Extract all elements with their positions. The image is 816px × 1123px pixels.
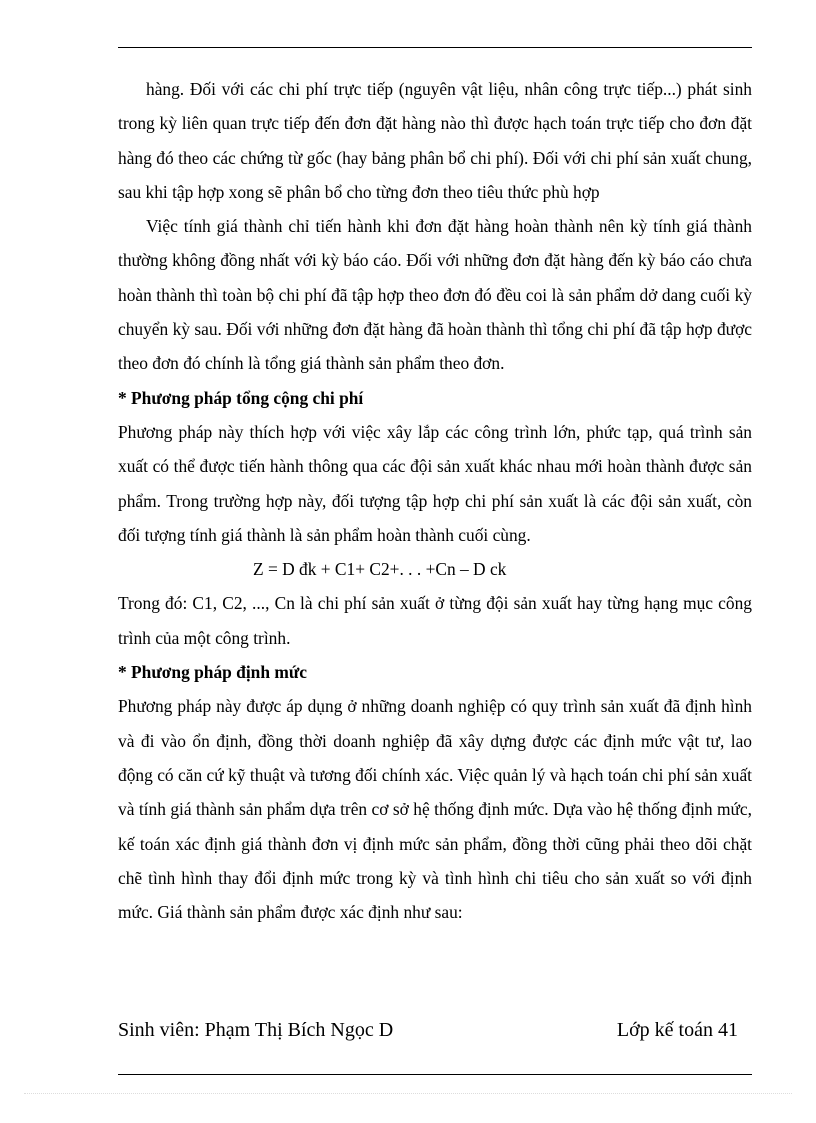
heading-total-cost-method: * Phương pháp tổng cộng chi phí [118,387,364,408]
cost-formula: Z = D đk + C1+ C2+. . . +Cn – D ck [253,559,507,580]
footer-class-name: Lớp kế toán 41 [616,1019,738,1041]
footer-student-name: Sinh viên: Phạm Thị Bích Ngọc D [118,1019,394,1041]
paragraph-costing-period: Việc tính giá thành chỉ tiến hành khi đơn đặt hàng hoàn thành nên kỳ tính giá thành thường không đồng nhất với kỳ báo cáo. Đối với những đơn đặt hàng đến kỳ báo cáo chưa hoàn thành thì toàn bộ chi phí đã tập hợp theo đơn đó đều coi là sản phẩm dở dang cuối kỳ chuyển kỳ sau. Đối với những đơn đặt hàng đã hoàn thành thì tổng chi phí đã tập hợp được theo đơn đó chính là tổng giá thành sản phẩm theo đơn. [118,216,752,374]
page-edge-divider [24,1093,792,1094]
paragraph-order-method: hàng. Đối với các chi phí trực tiếp (nguyên vật liệu, nhân công trực tiếp...) phát sinh trong kỳ liên quan trực tiếp đến đơn đặt hàng nào thì được hạch toán trực tiếp cho đơn đặt hàng đó theo các chứng từ gốc (hay bảng phân bổ chi phí). Đối với chi phí sản xuất chung, sau khi tập hợp xong sẽ phân bổ cho từng đơn theo tiêu thức phù hợp [118,79,752,202]
heading-norm-method: * Phương pháp định mức [118,662,308,683]
paragraph-formula-explanation: Trong đó: C1, C2, ..., Cn là chi phí sản xuất ở từng đội sản xuất hay từng hạng mục công trình của một công trình. [118,593,752,648]
paragraph-norm-method: Phương pháp này được áp dụng ở những doanh nghiệp có quy trình sản xuất đã định hình và đi vào ổn định, đồng thời doanh nghiệp đã xây dựng được các định mức vật tư, lao động có căn cứ kỹ thuật và tương đối chính xác. Việc quản lý và hạch toán chi phí sản xuất và tính giá thành sản phẩm dựa trên cơ sở hệ thống định mức. Dựa vào hệ thống định mức, kế toán xác định giá thành đơn vị định mức sản phẩm, đồng thời cũng phải theo dõi chặt chẽ tình hình thay đổi định mức trong kỳ và tình hình chi tiêu cho sản xuất so với định mức. Giá thành sản phẩm được xác định như sau: [118,696,752,923]
header-rule [118,47,752,48]
page-body [118,72,752,929]
paragraph-total-cost-method: Phương pháp này thích hợp với việc xây lắp các công trình lớn, phức tạp, quá trình sản xuất có thể được tiến hành thông qua các đội sản xuất khác nhau mới hoàn thành được sản phẩm. Trong trường hợp này, đối tượng tập hợp chi phí sản xuất là các đội sản xuất, còn đối tượng tính giá thành là sản phẩm hoàn thành cuối cùng. [118,421,752,545]
footer-rule [118,1074,752,1075]
